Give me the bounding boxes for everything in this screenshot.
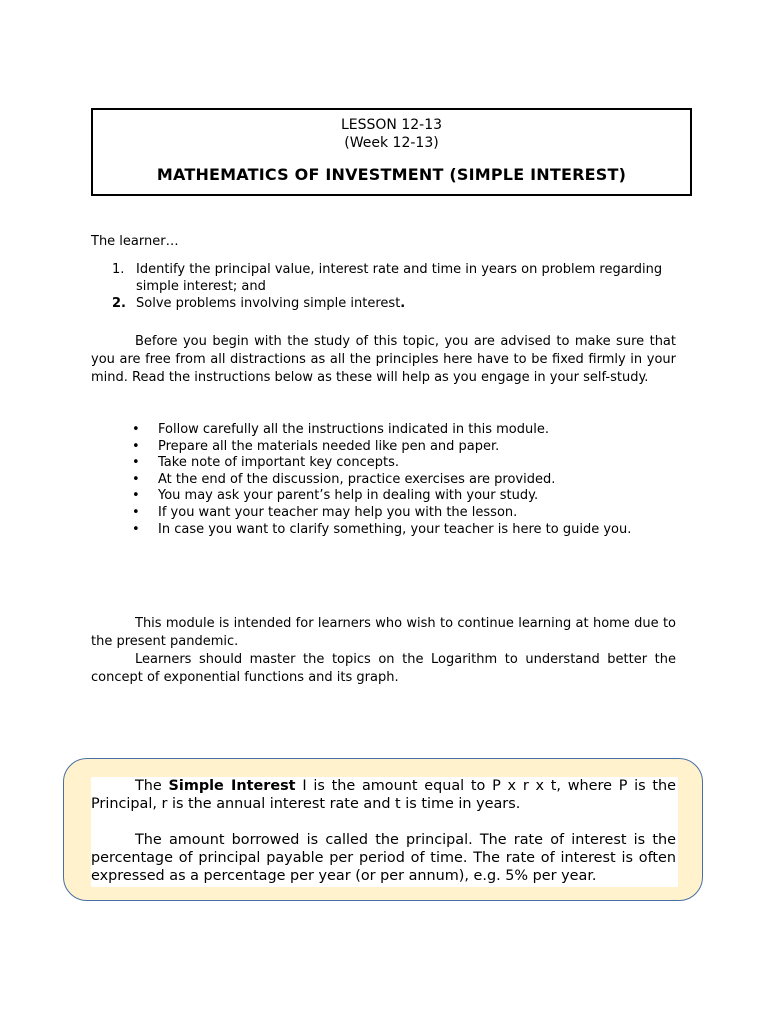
instruction-text: Take note of important key concepts. — [158, 455, 400, 471]
module-paragraph — [91, 615, 676, 651]
principal-text: The amount borrowed is called the principal. The rate of interest is the percentage of principal payable per period of time. The rate of interest is often expressed as a percentage per year (or per annum), e.g. 5% per year. — [91, 832, 676, 884]
lesson-header-box — [91, 108, 692, 196]
lesson-number: LESSON 12-13 — [340, 117, 443, 133]
instruction-item — [91, 439, 691, 456]
advice-paragraph — [91, 333, 676, 387]
bullet-icon: • — [132, 488, 140, 504]
definition-text — [91, 777, 676, 885]
bullet-icon: • — [132, 455, 140, 471]
objectives-list — [91, 261, 681, 312]
instruction-text: Follow carefully all the instructions indicated in this module. — [158, 422, 549, 437]
definition-prefix: The — [135, 778, 169, 794]
objective-item — [91, 261, 681, 295]
objective-number: 1. — [112, 262, 125, 277]
logarithm-text: Learners should master the topics on the Logarithm to understand better the concept of exponential functions and its graph. — [91, 652, 676, 685]
definition-box — [63, 758, 703, 901]
logarithm-paragraph — [91, 651, 676, 687]
objective-number: 2. — [112, 296, 126, 311]
instruction-text: At the end of the discussion, practice exercises are provided. — [158, 471, 556, 487]
instruction-item — [91, 455, 691, 472]
bullet-icon: • — [132, 471, 140, 487]
lesson-title: MATHEMATICS OF INVESTMENT (SIMPLE INTEREST) — [156, 165, 627, 184]
instruction-text: Prepare all the materials needed like pen and paper. — [158, 438, 500, 454]
instruction-text: In case you want to clarify something, your teacher is here to guide you. — [158, 521, 632, 537]
bullet-icon: • — [132, 438, 140, 454]
module-text: This module is intended for learners who wish to continue learning at home due to the present pandemic. — [91, 616, 676, 649]
lesson-week: (Week 12-13) — [344, 135, 439, 151]
instruction-item — [91, 472, 691, 489]
objective-item — [91, 295, 681, 312]
objective-text: Identify the principal value, interest rate and time in years on problem regarding simple interest; and — [136, 262, 663, 294]
instructions-list — [91, 422, 691, 538]
instruction-item — [91, 422, 691, 439]
instruction-text: You may ask your parent’s help in dealing with your study. — [158, 488, 539, 504]
advice-text: Before you begin with the study of this topic, you are advised to make sure that you are free from all distractions as all the principles here have to be fixed firmly in your mind. Read the instructions below as these will help as you engage in your self-study. — [91, 334, 676, 385]
instruction-item — [91, 522, 691, 539]
bullet-icon: • — [132, 521, 140, 537]
instruction-item — [91, 488, 691, 505]
instruction-item — [91, 505, 691, 522]
objective-end-mark: . — [400, 296, 406, 311]
objective-text: Solve problems involving simple interest — [136, 296, 401, 311]
definition-inner — [91, 777, 678, 887]
bullet-icon: • — [132, 504, 140, 520]
instruction-text: If you want your teacher may help you with the lesson. — [158, 504, 518, 520]
definition-rest: I is the amount equal to P x r x t, where P is the Principal, r is the annual interest rate and t is time in years. — [91, 778, 677, 812]
bullet-icon: • — [132, 422, 140, 437]
learner-intro: The learner… — [91, 234, 179, 249]
definition-term: Simple Interest — [168, 778, 296, 794]
